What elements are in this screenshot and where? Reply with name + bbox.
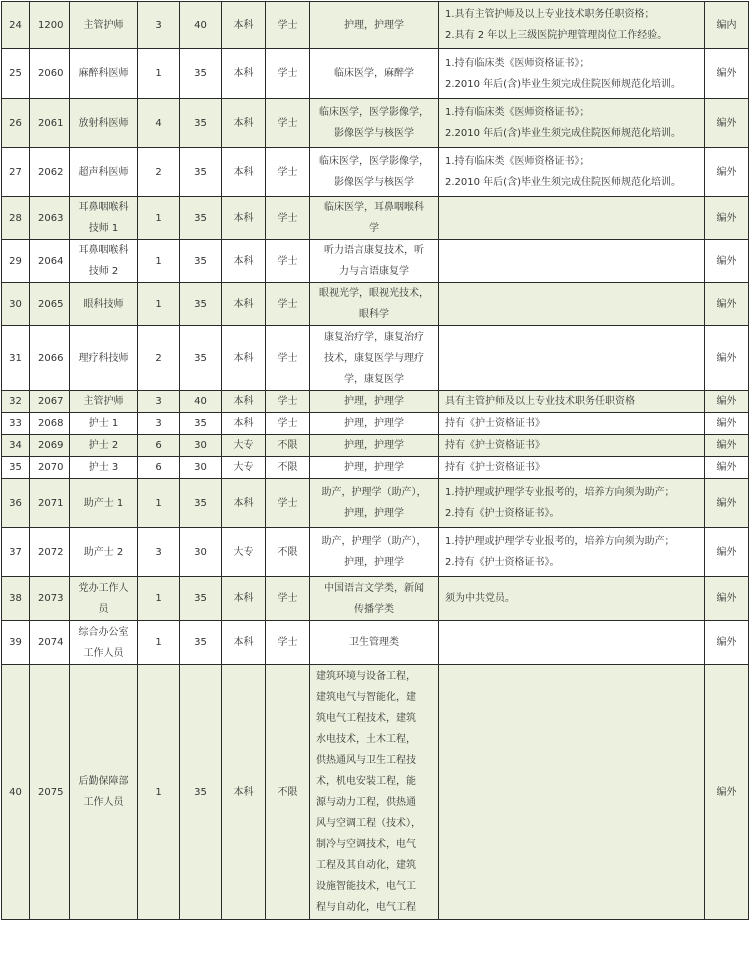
education: 本科 [222, 413, 266, 435]
major-requirement-line: 中国语言文学类，新闻 [324, 582, 424, 594]
other-requirement [439, 413, 705, 435]
staff-type: 编外 [705, 99, 749, 148]
age-limit: 30 [180, 457, 222, 479]
staff-type: 编外 [705, 577, 749, 621]
age-limit: 35 [180, 577, 222, 621]
major-requirement-line: 技术，康复医学与理疗 [324, 352, 424, 364]
other-requirement [439, 2, 705, 49]
age-limit: 35 [180, 49, 222, 99]
headcount: 3 [138, 391, 180, 413]
row-number: 32 [2, 391, 30, 413]
post-name [70, 665, 138, 920]
major-requirement [310, 197, 439, 240]
education: 本科 [222, 2, 266, 49]
education: 本科 [222, 326, 266, 391]
row-number: 33 [2, 413, 30, 435]
other-requirement [439, 148, 705, 197]
post-name [70, 621, 138, 665]
post-name [70, 528, 138, 577]
table-row [2, 413, 749, 435]
headcount: 4 [138, 99, 180, 148]
major-requirement-line: 制冷与空调技术，电气 [316, 839, 416, 850]
table-row [2, 148, 749, 197]
major-requirement [310, 577, 439, 621]
staff-type: 编外 [705, 49, 749, 99]
staff-type: 编外 [705, 621, 749, 665]
degree: 学士 [266, 621, 310, 665]
major-requirement-line: 影像医学与核医学 [334, 128, 414, 139]
age-limit: 35 [180, 240, 222, 283]
post-name [70, 240, 138, 283]
degree: 学士 [266, 391, 310, 413]
post-code: 2067 [30, 391, 70, 413]
age-limit: 35 [180, 479, 222, 528]
major-requirement-line: 康复治疗学，康复治疗 [324, 331, 424, 343]
staff-type: 编外 [705, 148, 749, 197]
major-requirement-line: 风与空调工程（技术）， [316, 818, 421, 829]
row-number: 25 [2, 49, 30, 99]
post-name [70, 577, 138, 621]
other-requirement [439, 240, 705, 283]
major-requirement-line: 护理，护理学 [344, 557, 404, 568]
other-requirement [439, 457, 705, 479]
major-requirement-line: 学 [369, 223, 379, 234]
education: 本科 [222, 99, 266, 148]
table-row [2, 621, 749, 665]
headcount: 2 [138, 148, 180, 197]
post-name-line: 党办工作人 [78, 582, 129, 594]
major-requirement-line: 护理，护理学 [344, 396, 404, 407]
post-code: 2074 [30, 621, 70, 665]
degree: 不限 [266, 435, 310, 457]
post-name [70, 283, 138, 326]
degree: 学士 [266, 240, 310, 283]
major-requirement-line: 影像医学与核医学 [334, 177, 414, 188]
major-requirement [310, 326, 439, 391]
staff-type: 编外 [705, 240, 749, 283]
education: 本科 [222, 577, 266, 621]
major-requirement-line: 术，机电安装工程，能 [316, 776, 416, 787]
row-number: 31 [2, 326, 30, 391]
degree: 学士 [266, 413, 310, 435]
post-name-line: 助产士 1 [83, 497, 124, 509]
post-code: 2065 [30, 283, 70, 326]
row-number: 40 [2, 665, 30, 920]
other-requirement [439, 391, 705, 413]
post-name-line: 放射科医师 [78, 117, 129, 129]
other-requirement-line: 2.具有 2 年以上三级医院护理管理岗位工作经验。 [445, 30, 668, 41]
major-requirement [310, 49, 439, 99]
headcount: 6 [138, 457, 180, 479]
education: 大专 [222, 435, 266, 457]
post-name-line: 耳鼻咽喉科 [78, 202, 129, 213]
headcount: 2 [138, 326, 180, 391]
other-requirement [439, 665, 705, 920]
major-requirement [310, 2, 439, 49]
major-requirement-line: 建筑环境与设备工程， [316, 671, 416, 682]
major-requirement-line: 听力语言康复技术，听 [324, 245, 424, 256]
degree: 学士 [266, 577, 310, 621]
table-row [2, 457, 749, 479]
headcount: 6 [138, 435, 180, 457]
other-requirement [439, 435, 705, 457]
table-row [2, 240, 749, 283]
table-row [2, 665, 749, 920]
degree: 学士 [266, 148, 310, 197]
other-requirement-line: 1.具有主管护师及以上专业技术职务任职资格； [445, 9, 655, 20]
degree: 不限 [266, 457, 310, 479]
row-number: 29 [2, 240, 30, 283]
row-number: 36 [2, 479, 30, 528]
education: 本科 [222, 479, 266, 528]
age-limit: 35 [180, 148, 222, 197]
table-row [2, 391, 749, 413]
age-limit: 30 [180, 435, 222, 457]
staff-type: 编外 [705, 435, 749, 457]
post-code: 2064 [30, 240, 70, 283]
row-number: 26 [2, 99, 30, 148]
degree: 不限 [266, 528, 310, 577]
major-requirement-line: 建筑电气与智能化，建 [316, 692, 416, 703]
major-requirement-line: 助产，护理学（助产）， [321, 487, 427, 498]
age-limit: 35 [180, 621, 222, 665]
table-row [2, 99, 749, 148]
degree: 学士 [266, 283, 310, 326]
education: 本科 [222, 283, 266, 326]
other-requirement [439, 479, 705, 528]
table-row [2, 49, 749, 99]
table-row [2, 479, 749, 528]
major-requirement [310, 621, 439, 665]
major-requirement-line: 助产，护理学（助产）， [321, 536, 427, 547]
headcount: 3 [138, 413, 180, 435]
age-limit: 35 [180, 326, 222, 391]
major-requirement-line: 程与自动化，电气工程 [316, 902, 416, 913]
post-name [70, 391, 138, 413]
table-row [2, 283, 749, 326]
staff-type: 编外 [705, 665, 749, 920]
other-requirement-line: 1.持有临床类《医师资格证书》； [445, 107, 590, 118]
post-code: 2062 [30, 148, 70, 197]
other-requirement [439, 621, 705, 665]
major-requirement-line: 护理，护理学 [344, 462, 404, 473]
major-requirement-line: 眼科学 [359, 309, 389, 320]
degree: 不限 [266, 665, 310, 920]
headcount: 1 [138, 665, 180, 920]
age-limit: 40 [180, 2, 222, 49]
major-requirement [310, 240, 439, 283]
post-name [70, 435, 138, 457]
education: 本科 [222, 391, 266, 413]
major-requirement-line: 供热通风与卫生工程技 [316, 755, 416, 766]
major-requirement-line: 临床医学，耳鼻咽喉科 [324, 202, 424, 213]
post-name-line: 主管护师 [83, 19, 124, 31]
post-name [70, 49, 138, 99]
post-name-line: 护士 2 [88, 440, 119, 451]
major-requirement [310, 413, 439, 435]
age-limit: 30 [180, 528, 222, 577]
major-requirement [310, 457, 439, 479]
post-code: 2069 [30, 435, 70, 457]
post-code: 2073 [30, 577, 70, 621]
other-requirement [439, 197, 705, 240]
post-code: 2068 [30, 413, 70, 435]
major-requirement-line: 工程及其自动化，建筑 [316, 860, 416, 871]
degree: 学士 [266, 99, 310, 148]
post-name [70, 197, 138, 240]
headcount: 1 [138, 240, 180, 283]
education: 本科 [222, 49, 266, 99]
post-name-line: 技师 2 [88, 266, 119, 277]
major-requirement [310, 283, 439, 326]
headcount: 1 [138, 577, 180, 621]
major-requirement [310, 435, 439, 457]
education: 本科 [222, 665, 266, 920]
table-row [2, 326, 749, 391]
education: 本科 [222, 240, 266, 283]
major-requirement-line: 护理，护理学 [344, 418, 404, 429]
major-requirement-line: 力与言语康复学 [339, 266, 409, 277]
table-row [2, 528, 749, 577]
education: 本科 [222, 148, 266, 197]
degree: 学士 [266, 49, 310, 99]
other-requirement-line: 2.2010 年后(含)毕业生须完成住院医师规范化培训。 [445, 128, 681, 139]
post-name [70, 99, 138, 148]
major-requirement-line: 学，康复医学 [344, 373, 404, 385]
major-requirement [310, 479, 439, 528]
headcount: 1 [138, 197, 180, 240]
major-requirement-line: 护理，护理学 [344, 440, 404, 451]
staff-type: 编外 [705, 457, 749, 479]
post-name [70, 2, 138, 49]
staff-type: 编外 [705, 326, 749, 391]
education: 大专 [222, 457, 266, 479]
table-row [2, 435, 749, 457]
post-name-line: 助产士 2 [83, 546, 124, 558]
major-requirement-line: 设施智能技术，电气工 [316, 881, 416, 892]
post-name-line: 后勤保障部 [78, 776, 129, 787]
staff-type: 编外 [705, 479, 749, 528]
post-code: 2060 [30, 49, 70, 99]
age-limit: 35 [180, 197, 222, 240]
post-name-line: 综合办公室 [78, 626, 129, 638]
post-code: 2063 [30, 197, 70, 240]
post-code: 2075 [30, 665, 70, 920]
age-limit: 35 [180, 413, 222, 435]
post-name [70, 457, 138, 479]
post-name-line: 护士 1 [88, 418, 119, 429]
age-limit: 35 [180, 665, 222, 920]
education: 本科 [222, 197, 266, 240]
degree: 学士 [266, 479, 310, 528]
headcount: 1 [138, 283, 180, 326]
staff-type: 编内 [705, 2, 749, 49]
age-limit: 40 [180, 391, 222, 413]
row-number: 38 [2, 577, 30, 621]
post-name-line: 工作人员 [83, 797, 124, 808]
major-requirement-line: 源与动力工程，供热通 [316, 797, 416, 808]
other-requirement-line: 2.2010 年后(含)毕业生须完成住院医师规范化培训。 [445, 177, 681, 188]
row-number: 24 [2, 2, 30, 49]
post-name [70, 148, 138, 197]
other-requirement-line: 2.持有《护士资格证书》。 [445, 557, 560, 568]
other-requirement-line: 须为中共党员。 [445, 593, 515, 604]
post-name-line: 超声科医师 [78, 166, 129, 178]
post-name [70, 479, 138, 528]
other-requirement-line: 持有《护士资格证书》 [445, 462, 545, 473]
other-requirement [439, 49, 705, 99]
major-requirement-line: 传播学类 [354, 603, 394, 615]
age-limit: 35 [180, 99, 222, 148]
post-name-line: 工作人员 [83, 647, 124, 659]
other-requirement [439, 326, 705, 391]
education: 本科 [222, 621, 266, 665]
row-number: 27 [2, 148, 30, 197]
other-requirement [439, 528, 705, 577]
major-requirement-line: 临床医学，医学影像学， [319, 156, 429, 167]
other-requirement [439, 577, 705, 621]
degree: 学士 [266, 197, 310, 240]
major-requirement [310, 148, 439, 197]
row-number: 34 [2, 435, 30, 457]
post-code: 2071 [30, 479, 70, 528]
post-code: 1200 [30, 2, 70, 49]
post-code: 2070 [30, 457, 70, 479]
major-requirement-line: 水电技术，土木工程， [316, 734, 416, 745]
row-number: 39 [2, 621, 30, 665]
other-requirement-line: 1.持有临床类《医师资格证书》； [445, 57, 590, 69]
other-requirement-line: 具有主管护师及以上专业技术职务任职资格 [445, 396, 635, 407]
staff-type: 编外 [705, 283, 749, 326]
major-requirement [310, 528, 439, 577]
row-number: 35 [2, 457, 30, 479]
other-requirement-line: 1.持有临床类《医师资格证书》； [445, 156, 590, 167]
major-requirement [310, 99, 439, 148]
post-code: 2061 [30, 99, 70, 148]
major-requirement [310, 665, 439, 920]
post-code: 2072 [30, 528, 70, 577]
major-requirement [310, 391, 439, 413]
major-requirement-line: 眼视光学，眼视光技术， [319, 288, 429, 299]
post-name-line: 眼科技师 [83, 298, 124, 310]
post-name-line: 主管护师 [83, 396, 124, 407]
post-name-line: 员 [98, 603, 109, 615]
major-requirement-line: 护理，护理学 [344, 508, 404, 519]
table-row [2, 577, 749, 621]
degree: 学士 [266, 2, 310, 49]
staff-type: 编外 [705, 391, 749, 413]
post-name-line: 耳鼻咽喉科 [78, 245, 129, 256]
degree: 学士 [266, 326, 310, 391]
major-requirement-line: 临床医学，麻醉学 [334, 68, 414, 79]
recruitment-table [1, 1, 749, 920]
major-requirement-line: 临床医学，医学影像学， [319, 107, 429, 118]
row-number: 30 [2, 283, 30, 326]
other-requirement-line: 持有《护士资格证书》 [445, 418, 545, 429]
headcount: 1 [138, 479, 180, 528]
major-requirement-line: 卫生管理类 [349, 637, 399, 648]
post-code: 2066 [30, 326, 70, 391]
post-name-line: 麻醉科医师 [78, 68, 129, 79]
headcount: 1 [138, 49, 180, 99]
post-name [70, 326, 138, 391]
other-requirement-line: 2.持有《护士资格证书》。 [445, 508, 560, 519]
other-requirement-line: 持有《护士资格证书》 [445, 440, 545, 451]
other-requirement-line: 2.2010 年后(含)毕业生须完成住院医师规范化培训。 [445, 78, 681, 90]
table-row [2, 2, 749, 49]
other-requirement [439, 99, 705, 148]
other-requirement-line: 1.持护理或护理学专业报考的，培养方向须为助产； [445, 487, 675, 498]
headcount: 3 [138, 528, 180, 577]
post-name [70, 413, 138, 435]
post-name-line: 护士 3 [88, 462, 119, 473]
headcount: 3 [138, 2, 180, 49]
other-requirement [439, 283, 705, 326]
age-limit: 35 [180, 283, 222, 326]
headcount: 1 [138, 621, 180, 665]
table-row [2, 197, 749, 240]
staff-type: 编外 [705, 197, 749, 240]
row-number: 28 [2, 197, 30, 240]
major-requirement-line: 筑电气工程技术，建筑 [316, 713, 416, 724]
major-requirement-line: 护理，护理学 [344, 19, 404, 31]
education: 大专 [222, 528, 266, 577]
post-name-line: 技师 1 [88, 223, 119, 234]
post-name-line: 理疗科技师 [78, 352, 129, 364]
staff-type: 编外 [705, 528, 749, 577]
staff-type: 编外 [705, 413, 749, 435]
other-requirement-line: 1.持护理或护理学专业报考的，培养方向须为助产； [445, 536, 675, 547]
row-number: 37 [2, 528, 30, 577]
